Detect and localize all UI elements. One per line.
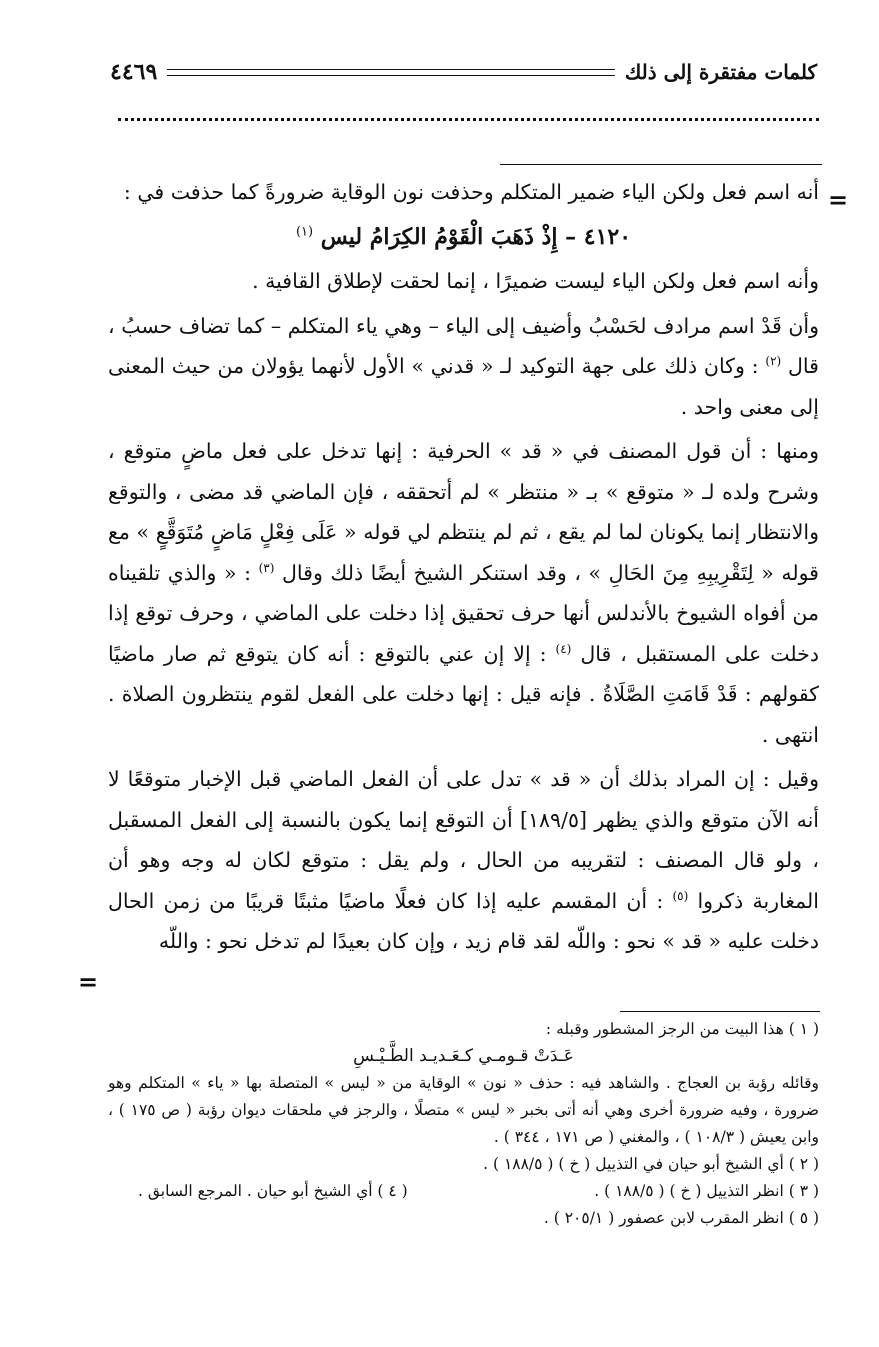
paragraph-text: وأن قَدْ اسم مرادف لحَسْبُ وأضيف إلى الياء – وهي ياء المتكلم – كما تضاف حسبُ ، قال (108, 313, 819, 378)
paragraph-text: ومنها : أن قول المصنف في « قد » الحرفية : إنها تدخل على فعل ماضٍ متوقع ، وشرح ولده لـ « متوقع » بـ « منتظر » لم أتحققه ، فإن الماضي قد مضى ، والتوقع والانتظار إنما يكونان لما لم يقع ، ثم لم ينتظم لي قوله « عَلَى فِعْلٍ مَاضٍ مُتَوَقَّعٍ » مع قوله « لِتَقْرِيبِهِ مِنَ الحَالِ » ، وقد استنكر الشيخ أيضًا ذلك وقال (108, 439, 819, 585)
footnote: وقائله رؤبة بن العجاج . والشاهد فيه : حذف « نون » الوقاية من « ليس » المتصلة بها « ياء » المتكلم وهو ضرورة ، وفيه ضرورة أخرى وهي أنه أتى بخبر « ليس » متصلًا ، والرجز في ملحقات ديوان رؤبة ( ص ١٧٥ ) ، وابن يعيش ( ١٠٨/٣ ) ، والمغني ( ص ١٧١ ، ٣٤٤ ) . (108, 1074, 819, 1146)
footnote: ( ٣ ) انظر التذييل ( خ ) ( ١٨٨/٥ ) . (594, 1182, 819, 1200)
footnote-ref: (٥) (672, 888, 689, 903)
paragraph-text: وقيل : إن المراد بذلك أن « قد » تدل على أن الفعل الماضي قبل الإخبار متوقعًا لا أنه الآن متوقع والذي يظهر [١٨٩/٥] أن التوقع إنما يكون بالنسبة إلى الفعل المسقبل ، ولو قال المصنف : لتقريبه من الحال ، ولم يقل : متوقع لكان له وجه وهو أن المغاربة ذكروا (108, 767, 820, 913)
paragraph (108, 306, 819, 428)
footnote-verse: عَـدَتْ قـومـي كـعَـديـد الطَّـيْـسِ (353, 1046, 574, 1066)
main-text (108, 172, 819, 966)
paragraph (108, 759, 819, 962)
continuation-mark: = (78, 967, 99, 996)
footnote-ref: (٢) (765, 354, 782, 369)
footnote-row (108, 1178, 819, 1205)
footnote: ( ١ ) هذا البيت من الرجز المشطور وقبله : (545, 1020, 819, 1038)
paragraph: وأنه اسم فعل ولكن الياء ليست ضميرًا ، إنما لحقت لإطلاق القافية . (252, 269, 819, 293)
paragraph-text: : « والذي تلقيناه من أفواه الشيوخ بالأندلس أنها حرف تحقيق إذا دخلت على الماضي ، وحرف توقع إذا دخلت على المستقبل ، قال (108, 560, 819, 666)
paragraph-text: : وكان ذلك على جهة التوكيد لـ « قدني » الأول لأنهما يؤولان من حيث المعنى إلى معنى واحد . (108, 354, 819, 419)
verse-line (108, 217, 819, 258)
footnote: ( ٤ ) أي الشيخ أبو حيان . المرجع السابق . (138, 1182, 408, 1200)
paragraph-text: : إلا إن عني بالتوقع : أنه كان يتوقع ثم صار ماضيًا كقولهم : قَدْ قَامَتِ الصَّلَاةُ . فإنه قيل : إنها دخلت على الفعل لقوم ينتظرون الصلاة . انتهى . (108, 641, 819, 747)
footnote: ( ٢ ) أي الشيخ أبو حيان في التذييل ( خ ) ( ١٨٨/٥ ) . (483, 1155, 819, 1173)
footnote-ref: (١) (295, 224, 314, 240)
page-number: ٤٤٦٩ (110, 59, 158, 85)
footnote: ( ٥ ) انظر المقرب لابن عصفور ( ٢٠٥/١ ) . (543, 1209, 819, 1227)
footnotes (108, 1016, 819, 1232)
running-header (110, 52, 817, 92)
footnote-ref: (٣) (258, 560, 275, 575)
paragraph (108, 431, 819, 755)
continuation-mark: = (828, 185, 849, 214)
verse-text: ٤١٢٠ – إِذْ ذَهَبَ الْقَوْمُ الكِرَامُ ليس (320, 223, 632, 250)
header-rule (167, 69, 615, 76)
dotted-separator (118, 118, 819, 133)
short-separator (500, 164, 822, 165)
paragraph-text: : أن المقسم عليه إذا كان فعلًا ماضيًا مثبتًا قريبًا من زمن الحال دخلت عليه « قد » نحو : واللّه لقد قام زيد ، وإن كان بعيدًا لم تدخل نحو : واللّه (108, 888, 819, 953)
text-line: أنه اسم فعل ولكن الياء ضمير المتكلم وحذفت نون الوقاية ضرورةً كما حذفت في : (123, 180, 819, 204)
running-title: كلمات مفتقرة إلى ذلك (624, 60, 817, 84)
footnote-ref: (٤) (555, 641, 572, 656)
footnote-separator (620, 1011, 820, 1012)
